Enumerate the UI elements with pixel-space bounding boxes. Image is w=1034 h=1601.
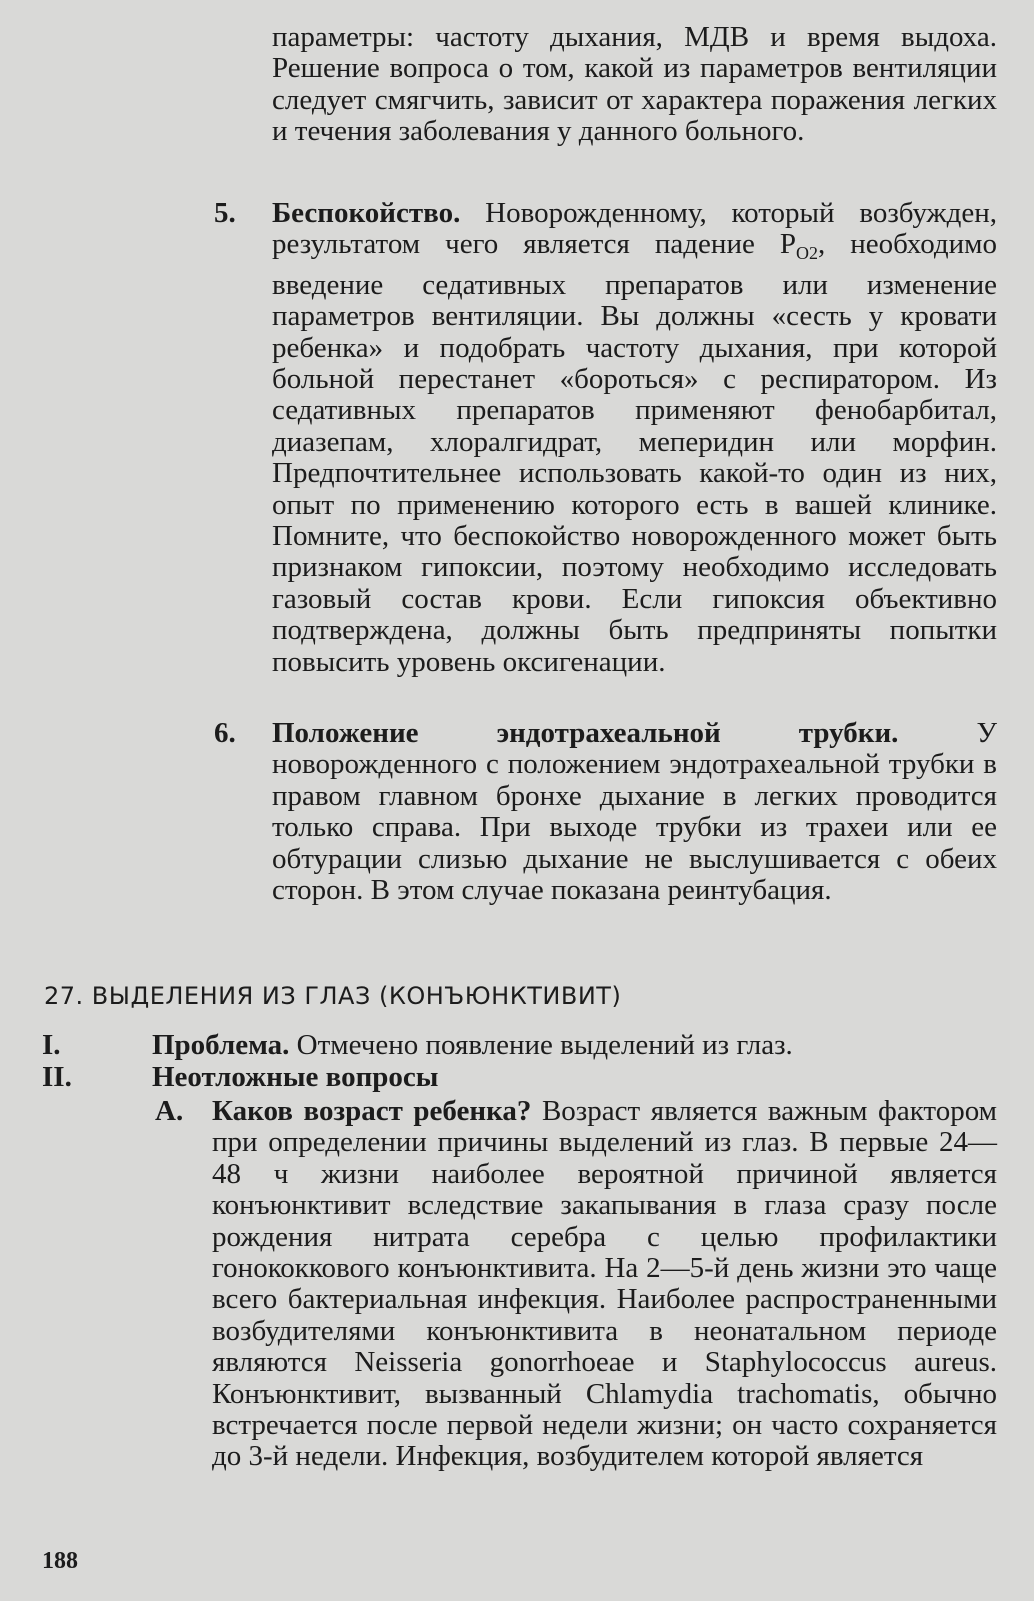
item-6-text: У новорожденного с положением эндотрахеальной трубки в правом главном бронхе дыхание в легких проводится только справа. При выходе трубки из трахеи или ее обтурации слизью дыхание не выслушивается с обеих сторон. В этом случае показана реинтубация. <box>272 717 997 907</box>
item-A-paragraph <box>212 1096 997 1473</box>
section-I-numeral: I. <box>42 1029 61 1061</box>
item-5-term: Беспокойство. <box>272 197 461 229</box>
item-5-number: 5. <box>214 197 236 229</box>
section-II-paragraph <box>152 1062 997 1093</box>
section-II-numeral: II. <box>42 1061 72 1093</box>
item-5-text-a: Новорожденному, который возбужден, результатом чего является падение P <box>272 197 997 261</box>
item-6-paragraph <box>272 718 997 906</box>
section-heading: 27. ВЫДЕЛЕНИЯ ИЗ ГЛАЗ (КОНЪЮНКТИВИТ) <box>44 982 622 1010</box>
item-6-term: Положение эндотрахеальной трубки. <box>272 717 899 749</box>
section-II-term: Неотложные вопросы <box>152 1061 439 1093</box>
item-5-text-b: , необходимо введение седативных препаратов или изменение параметров вентиляции. Вы должны «сесть у кровати ребенка» и подобрать частоту дыхания, при которой больной перестанет «бороться» с респиратором. Из седативных препаратов применяют фенобарбитал, диазепам, хлоралгидрат, меперидин или морфин. Предпочтительнее использовать какой-то один из них, опыт по применению которого есть в вашей клинике. Помните, что беспокойство новорожденного может быть признаком гипоксии, поэтому необходимо исследовать газовый состав крови. Если гипоксия объективно подтверждена, должны быть предприняты попытки повысить уровень оксигенации. <box>272 228 997 678</box>
item-A-text: Возраст является важным фактором при определении причины выделений из глаз. В первые 24—48 ч жизни наиболее вероятной причиной является конъюнктивит вследствие закапывания в глаза сразу после рождения нитрата серебра с целью профилактики гонококкового конъюнктивита. На 2—5-й день жизни это чаще всего бактериальная инфекция. Наиболее распространенными возбудителями конъюнктивита в неонатальном периоде являются Neisseria gonorrhoeae и Staphylococcus aureus. Конъюнктивит, вызванный Chlamydia trachomatis, обычно встречается после первой недели жизни; он часто сохраняется до 3-й недели. Инфекция, возбудителем которой является <box>212 1095 997 1473</box>
section-I-term: Проблема. <box>152 1029 290 1061</box>
item-5-subscript: O2 <box>795 243 818 264</box>
item-6-number: 6. <box>214 717 236 749</box>
item-A-term: Каков возраст ребенка? <box>212 1095 532 1127</box>
section-I-text: Отмечено появление выделений из глаз. <box>289 1029 793 1061</box>
item-A-letter: А. <box>155 1095 184 1127</box>
paragraph-continuation: параметры: частоту дыхания, МДВ и время выдоха. Решение вопроса о том, какой из параметров вентиляции следует смягчить, зависит от характера поражения легких и течения заболевания у данного больного. <box>272 21 997 148</box>
section-I-paragraph <box>152 1030 997 1061</box>
item-5-paragraph <box>272 198 997 678</box>
page-number: 188 <box>42 1548 78 1574</box>
